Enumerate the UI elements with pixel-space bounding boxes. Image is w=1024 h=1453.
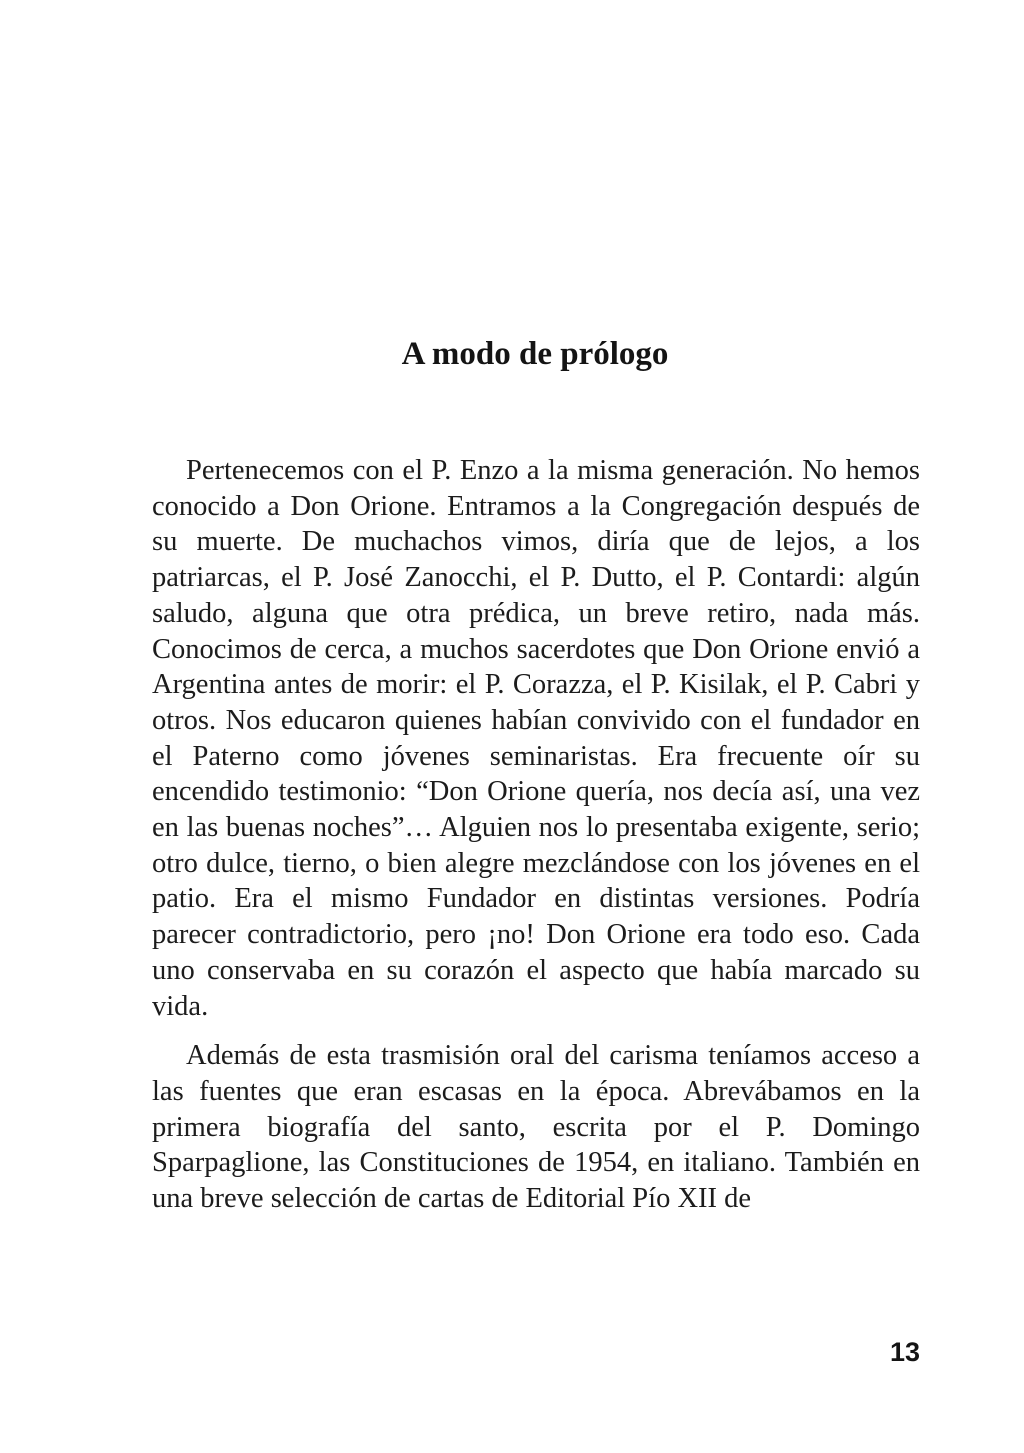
page-number: 13 bbox=[889, 1337, 920, 1367]
paragraph-2: Además de esta trasmisión oral del carisma teníamos acceso a las fuentes que eran escasas en la época. Abrevábamos en la primera biografía del santo, escrita por el P. Domingo Sparpaglione, las Constituciones de 1954, en italiano. También en una breve selección de cartas de Editorial Pío XII de bbox=[152, 1040, 920, 1215]
paragraph-1: Pertenecemos con el P. Enzo a la misma generación. No hemos conocido a Don Orione. Entramos a la Congregación después de su muerte. De muchachos vimos, diría que de lejos, a los patriarcas, el P. José Zanocchi, el P. Dutto, el P. Contardi: algún saludo, alguna que otra prédica, un breve retiro, nada más. Conocimos de cerca, a muchos sacerdotes que Don Orione envió a Argentina antes de morir: el P. Corazza, el P. Kisilak, el P. Cabri y otros. Nos educaron quienes habían convivido con el fundador en el Paterno como jóvenes seminaristas. Era frecuente oír su encendido testimonio: “Don Orione quería, nos decía así, una vez en las buenas noches”… Alguien nos lo presentaba exigente, serio; otro dulce, tierno, o bien alegre mezclándose con los jóvenes en el patio. Era el mismo Fundador en distintas versiones. Podría parecer contradictorio, pero ¡no! Don Orione era todo eso. Cada uno conservaba en su corazón el aspecto que había marcado su vida. bbox=[152, 455, 920, 1022]
chapter-title: A modo de prólogo bbox=[401, 336, 669, 372]
body-text bbox=[152, 453, 920, 1217]
